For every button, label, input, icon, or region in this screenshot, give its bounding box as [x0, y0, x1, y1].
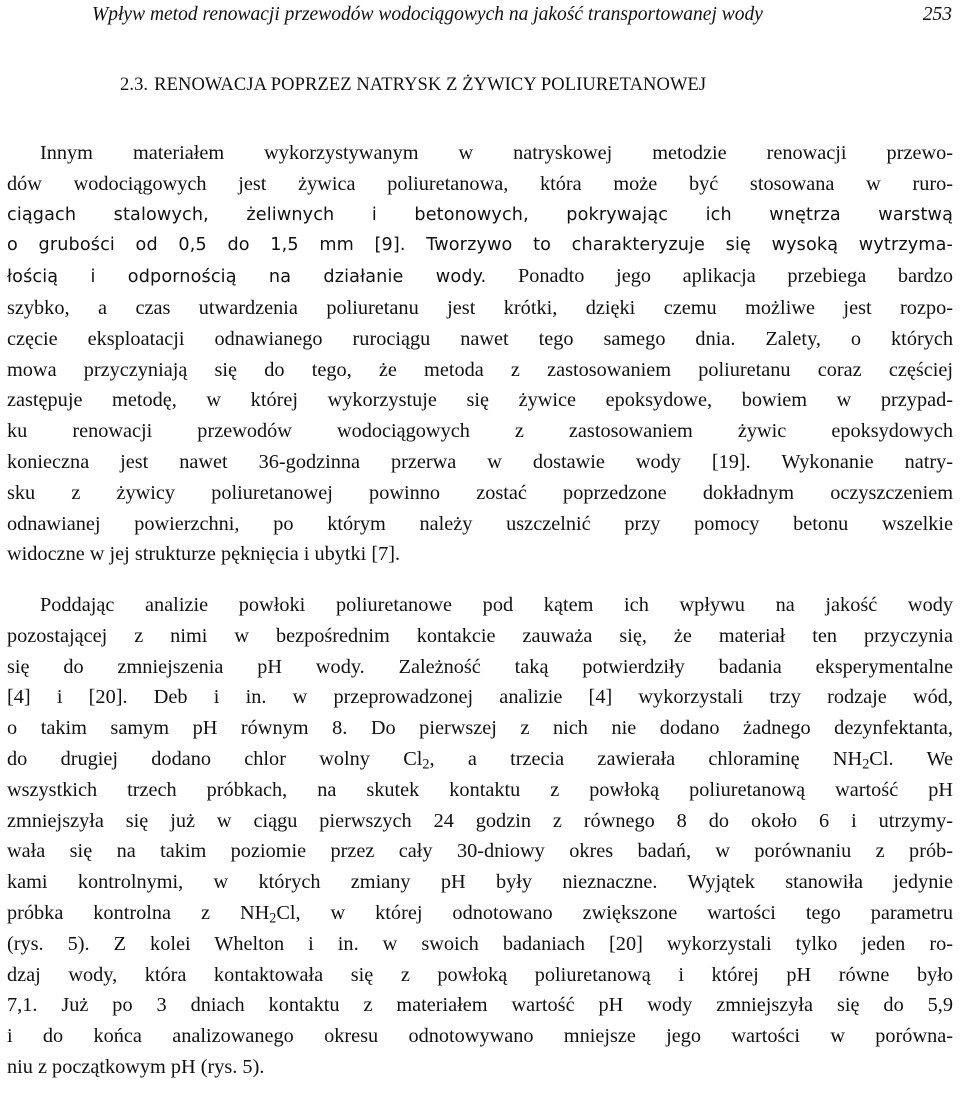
- paragraph-line: wszystkich trzech próbkach, na skutek kontaktu z powłoką poliuretanową wartość pH: [7, 778, 953, 801]
- line-segment: Z kolei Whelton i in.: [113, 932, 359, 955]
- paragraph-line: [7, 744, 953, 775]
- paragraph-line: sku z żywicy poliuretanowej powinno zostać poprzedzone dokładnym oczyszczeniem: [7, 481, 953, 504]
- running-header-title: Wpływ metod renowacji przewodów wodociągowych na jakość transportowanej wody: [92, 4, 763, 25]
- page-number: 253: [922, 4, 952, 25]
- line-segment: Zalety, o których: [765, 327, 953, 350]
- line-segment: Zależność taką potwierdziły badania eksperymentalne: [398, 655, 953, 678]
- section-number: 2.3.: [120, 75, 149, 95]
- line-segment: Cl, w której odnotowano zwiększone wartości tego parametru: [276, 901, 953, 924]
- line-segment: Do pierwszej z nich nie dodano żadnego dezynfektanta,: [370, 717, 953, 740]
- paragraph-line: [7, 447, 953, 478]
- paragraph-line: o grubości od 0,5 do 1,5 mm [9]. Tworzywo to charakteryzuje się wysoką wytrzyma-: [7, 235, 953, 256]
- paragraph-line: [7, 990, 953, 1021]
- paragraph-line: niu z początkowym pH (rys. 5).: [7, 1055, 265, 1078]
- paragraph-line: [7, 261, 953, 293]
- line-segment: Cl.: [869, 747, 894, 770]
- line-segment: kami kontrolnymi, w których zmiany pH były nieznaczne.: [7, 871, 658, 894]
- paragraph-1: [7, 138, 953, 570]
- paragraph-line: Innym materiałem wykorzystywanym w natryskowej metodzie renowacji przewo-: [40, 142, 953, 164]
- paragraph-line: [7, 324, 953, 355]
- paragraph-line: ku renowacji przewodów wodociągowych z zastosowaniem żywic epoksydowych: [7, 420, 953, 443]
- line-segment: próbka kontrolna z NH: [7, 901, 270, 924]
- paragraph-line: zastępuje metodę, w której wykorzystuje się żywice epoksydowe, bowiem w przypad-: [7, 389, 953, 412]
- line-segment: do drugiej dodano chlor wolny Cl: [7, 747, 423, 770]
- paragraph-line: [7, 652, 953, 683]
- line-segment: konieczna jest nawet 36-godzinna przerwa w dostawie wody [19].: [7, 450, 751, 473]
- line-segment: w swoich badaniach [20] wykorzystali tylko jeden ro-: [382, 932, 953, 955]
- line-segment: 7,1.: [7, 994, 38, 1017]
- subscript: 2: [862, 756, 870, 773]
- paragraph-line: dzaj wody, która kontaktowała się z powłoką poliuretanową i której pH równe było: [7, 963, 953, 986]
- line-segment: Już po 3 dniach kontaktu z materiałem wartość pH wody zmniejszyła się do 5,9: [61, 994, 953, 1017]
- paragraph-line: [7, 929, 953, 960]
- line-segment: się do zmniejszenia pH wody.: [7, 655, 365, 678]
- paragraph-line: szybko, a czas utwardzenia poliuretanu jest krótki, dzięki czemu możliwe jest rozpo-: [7, 296, 953, 319]
- paragraph-line: wała się na takim poziomie przez cały 30-dniowy okres badań, w porównaniu z prób-: [7, 840, 953, 863]
- paragraph-line: odnawianej powierzchni, po którym należy uszczelnić przy pomocy betonu wszelkie: [7, 512, 953, 535]
- paragraph-line: ciągach stalowych, żeliwnych i betonowych, pokrywając ich wnętrza warstwą: [7, 204, 953, 225]
- line-segment: (rys. 5).: [7, 932, 90, 955]
- line-segment: o takim samym pH równym 8.: [7, 717, 348, 740]
- line-segment: We: [926, 747, 953, 770]
- line-segment: w przeprowadzonej analizie [4] wykorzystali trzy rodzaje wód,: [292, 686, 953, 709]
- paragraph-line: i do końca analizowanego okresu odnotowywano mniejsze jego wartości w porówna-: [7, 1025, 953, 1048]
- subscript: 2: [422, 756, 430, 773]
- line-segment: [4] i [20].: [7, 686, 128, 709]
- line-segment: Deb i in.: [153, 686, 267, 709]
- line-segment: , a trzecia zawierała chloraminę NH: [429, 747, 863, 770]
- line-segment: Wykonanie natry-: [781, 450, 953, 473]
- paragraph-line: zmniejszyła się już w ciągu pierwszych 24 godzin z równego 8 do około 6 i utrzymy-: [7, 809, 953, 832]
- paragraph-line: [7, 867, 953, 898]
- line-segment: Wyjątek stanowiła jedynie: [687, 871, 953, 894]
- paragraph-line: dów wodociągowych jest żywica poliuretanowa, która może być stosowana w ruro-: [7, 172, 953, 195]
- section-heading: [120, 70, 950, 100]
- paragraph-line: pozostającej z nimi w bezpośrednim kontakcie zauważa się, że materiał ten przyczynia: [7, 624, 953, 647]
- line-segment: częcie eksploatacji odnawianego rurociągu nawet tego samego dnia.: [7, 327, 736, 350]
- line-segment: łością i odpornością na działanie wody.: [7, 267, 487, 288]
- paragraph-line: [7, 898, 953, 929]
- paragraph-line: widoczne w jej strukturze pęknięcia i ubytki [7].: [7, 543, 401, 566]
- paragraph-line: mowa przyczyniają się do tego, że metoda z zastosowaniem poliuretanu coraz częściej: [7, 358, 953, 381]
- paragraph-line: [7, 713, 953, 744]
- line-segment: Ponadto jego aplikacja przebiega bardzo: [517, 265, 953, 288]
- section-title: RENOWACJA POPRZEZ NATRYSK Z ŻYWICY POLIURETANOWEJ: [154, 75, 707, 95]
- paragraph-line: Poddając analizie powłoki poliuretanowe pod kątem ich wpływu na jakość wody: [40, 594, 953, 616]
- subscript: 2: [269, 910, 277, 927]
- running-header: [92, 0, 952, 30]
- paragraph-line: [7, 682, 953, 713]
- paragraph-2: [7, 590, 953, 1083]
